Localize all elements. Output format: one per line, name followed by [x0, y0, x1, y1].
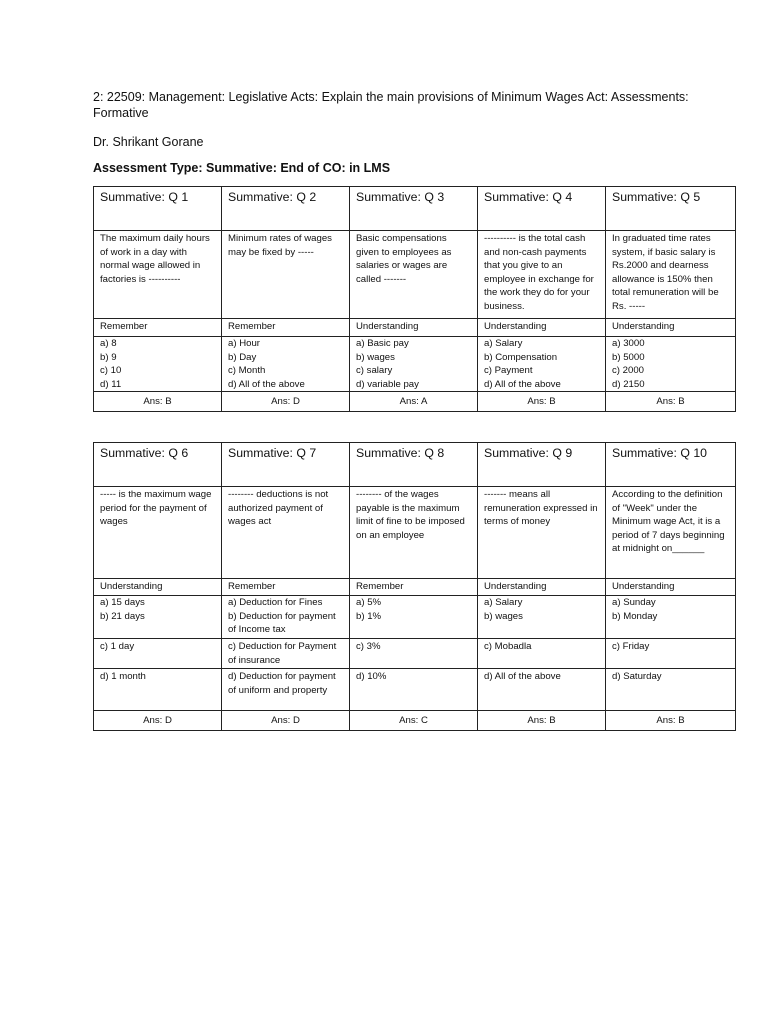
- bloom-level: Understanding: [606, 579, 736, 596]
- option: d) All of the above: [478, 378, 606, 392]
- option-row-b: [94, 610, 736, 639]
- option: b) wages: [478, 610, 606, 639]
- question-header: Summative: Q 3: [350, 187, 478, 231]
- answer-row: [94, 711, 736, 731]
- bloom-level: Understanding: [94, 579, 222, 596]
- option-row-a: [94, 337, 736, 351]
- question-text: ---------- is the total cash and non-cash payments that you give to an employee in exchange for the work they do for your business.: [478, 231, 606, 319]
- bloom-level: Understanding: [350, 319, 478, 337]
- option: d) Saturday: [606, 669, 736, 711]
- question-text-row: [94, 487, 736, 579]
- question-header: Summative: Q 8: [350, 443, 478, 487]
- option: d) 11: [94, 378, 222, 392]
- questions-table-2: [93, 442, 736, 731]
- option: d) variable pay: [350, 378, 478, 392]
- option: c) 3%: [350, 639, 478, 669]
- question-header: Summative: Q 2: [222, 187, 350, 231]
- option: c) Mobadla: [478, 639, 606, 669]
- option: d) 2150: [606, 378, 736, 392]
- option: a) Hour: [222, 337, 350, 351]
- bloom-level: Remember: [94, 319, 222, 337]
- option: c) 2000: [606, 364, 736, 378]
- option: d) All of the above: [222, 378, 350, 392]
- option-row-d: [94, 669, 736, 711]
- option: c) 1 day: [94, 639, 222, 669]
- question-header: Summative: Q 6: [94, 443, 222, 487]
- option: b) 9: [94, 351, 222, 365]
- option: b) 5000: [606, 351, 736, 365]
- answer: Ans: D: [222, 392, 350, 412]
- question-header: Summative: Q 9: [478, 443, 606, 487]
- bloom-level: Remember: [222, 579, 350, 596]
- option: d) 10%: [350, 669, 478, 711]
- assessment-type-heading: Assessment Type: Summative: End of CO: in LMS: [93, 161, 391, 175]
- question-header: Summative: Q 1: [94, 187, 222, 231]
- option: c) Month: [222, 364, 350, 378]
- option: a) Sunday: [606, 596, 736, 610]
- option-row-c: [94, 364, 736, 378]
- answer: Ans: B: [478, 711, 606, 731]
- option: a) 15 days: [94, 596, 222, 610]
- document-title: 2: 22509: Management: Legislative Acts: Explain the main provisions of Minimum Wages Act: Assessments: Formative: [93, 90, 689, 120]
- answer: Ans: B: [478, 392, 606, 412]
- option: b) 1%: [350, 610, 478, 639]
- option: a) 3000: [606, 337, 736, 351]
- questions-table-1: [93, 186, 736, 412]
- answer: Ans: C: [350, 711, 478, 731]
- question-header: Summative: Q 5: [606, 187, 736, 231]
- answer: Ans: D: [222, 711, 350, 731]
- option: c) Friday: [606, 639, 736, 669]
- option-row-b: [94, 351, 736, 365]
- option-row-d: [94, 378, 736, 392]
- option: b) Day: [222, 351, 350, 365]
- option: a) 8: [94, 337, 222, 351]
- question-header: Summative: Q 7: [222, 443, 350, 487]
- option: b) wages: [350, 351, 478, 365]
- bloom-level: Understanding: [606, 319, 736, 337]
- option-row-a: [94, 596, 736, 610]
- answer: Ans: A: [350, 392, 478, 412]
- option: c) Deduction for Payment of insurance: [222, 639, 350, 669]
- option: b) Deduction for payment of Income tax: [222, 610, 350, 639]
- author-name: Dr. Shrikant Gorane: [93, 135, 204, 149]
- option: a) 5%: [350, 596, 478, 610]
- question-text: In graduated time rates system, if basic salary is Rs.2000 and dearness allowance is 150% then total remuneration will be Rs. -----: [606, 231, 736, 319]
- question-header-row: [94, 443, 736, 487]
- question-text: -------- of the wages payable is the maximum limit of fine to be imposed on an employee: [350, 487, 478, 579]
- question-text: The maximum daily hours of work in a day with normal wage allowed in factories is ----------: [94, 231, 222, 319]
- question-header: Summative: Q 10: [606, 443, 736, 487]
- option: d) Deduction for payment of uniform and property: [222, 669, 350, 711]
- answer-row: [94, 392, 736, 412]
- question-text: Basic compensations given to employees as salaries or wages are called -------: [350, 231, 478, 319]
- option: b) 21 days: [94, 610, 222, 639]
- answer: Ans: B: [606, 711, 736, 731]
- option: c) 10: [94, 364, 222, 378]
- option: c) salary: [350, 364, 478, 378]
- option: a) Salary: [478, 337, 606, 351]
- bloom-level: Remember: [222, 319, 350, 337]
- bloom-level: Remember: [350, 579, 478, 596]
- option: b) Compensation: [478, 351, 606, 365]
- question-header: Summative: Q 4: [478, 187, 606, 231]
- answer: Ans: D: [94, 711, 222, 731]
- bloom-level: Understanding: [478, 319, 606, 337]
- question-text: ------- means all remuneration expressed in terms of money: [478, 487, 606, 579]
- bloom-level-row: [94, 319, 736, 337]
- bloom-level-row: [94, 579, 736, 596]
- bloom-level: Understanding: [478, 579, 606, 596]
- question-header-row: [94, 187, 736, 231]
- answer: Ans: B: [606, 392, 736, 412]
- question-text: Minimum rates of wages may be fixed by -----: [222, 231, 350, 319]
- option: a) Basic pay: [350, 337, 478, 351]
- answer: Ans: B: [94, 392, 222, 412]
- option: c) Payment: [478, 364, 606, 378]
- question-text: ----- is the maximum wage period for the payment of wages: [94, 487, 222, 579]
- option-row-c: [94, 639, 736, 669]
- option: b) Monday: [606, 610, 736, 639]
- question-text-row: [94, 231, 736, 319]
- option: a) Deduction for Fines: [222, 596, 350, 610]
- question-text: -------- deductions is not authorized payment of wages act: [222, 487, 350, 579]
- option: a) Salary: [478, 596, 606, 610]
- question-text: According to the definition of "Week" under the Minimum wage Act, it is a period of 7 days beginning at midnight on______: [606, 487, 736, 579]
- option: d) All of the above: [478, 669, 606, 711]
- option: d) 1 month: [94, 669, 222, 711]
